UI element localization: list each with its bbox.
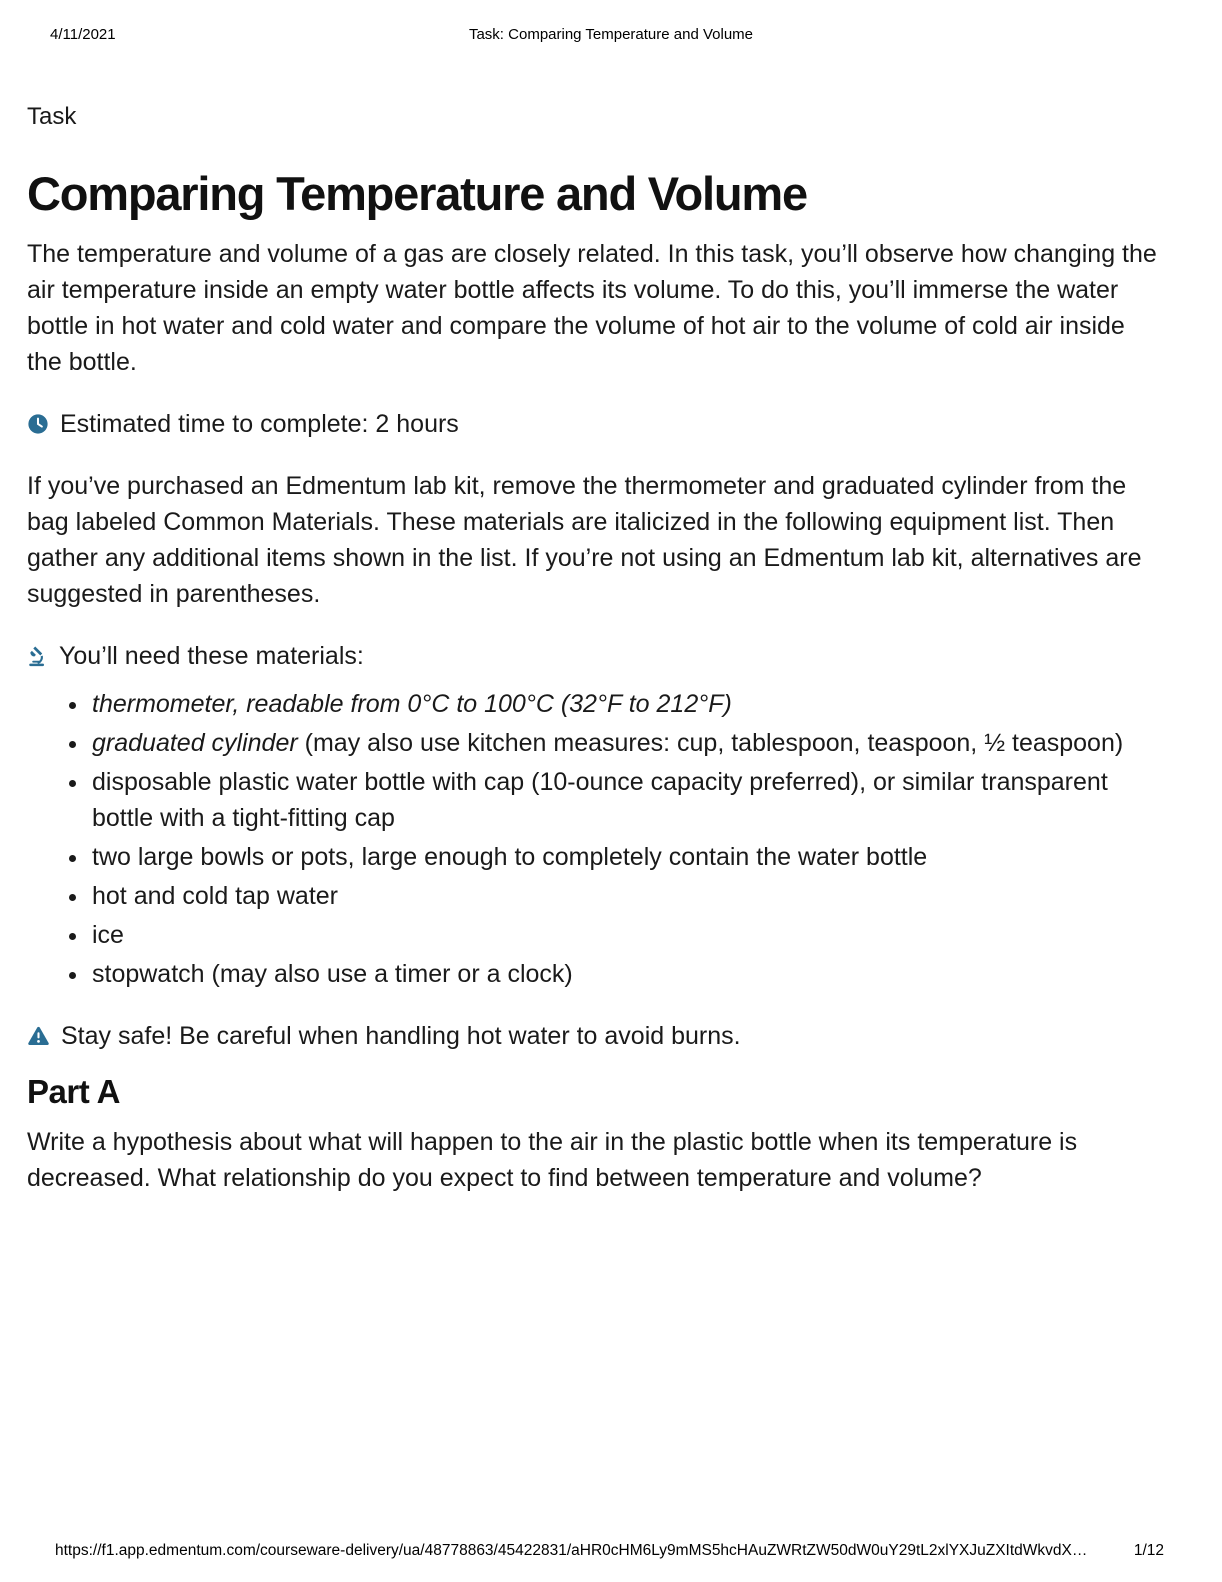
material-item (90, 686, 1165, 722)
document-content (27, 100, 1165, 1220)
material-item (90, 878, 1165, 914)
print-date: 4/11/2021 (50, 26, 116, 43)
material-item-text: two large bowls or pots, large enough to completely contain the water bottle (92, 843, 928, 872)
safety-text: Stay safe! Be careful when handling hot water to avoid burns. (61, 1022, 741, 1051)
warning-icon (27, 1026, 50, 1046)
materials-list (27, 686, 1165, 992)
microscope-icon (27, 645, 48, 668)
print-page-number: 1/12 (1133, 1542, 1164, 1559)
clock-icon (27, 413, 49, 435)
material-item-text: ice (92, 921, 124, 950)
part-a-paragraph: Write a hypothesis about what will happen to the air in the plastic bottle when its temperature is decreased. What relationship do you expect to find between temperature and volume? (27, 1127, 1078, 1192)
print-header (50, 26, 1172, 43)
print-page-title: Task: Comparing Temperature and Volume (468, 26, 754, 43)
material-item-text: stopwatch (may also use a timer or a clock) (92, 960, 573, 989)
material-item (90, 917, 1165, 953)
material-item-italic: graduated cylinder (92, 729, 298, 758)
page-title: Comparing Temperature and Volume (27, 166, 807, 220)
material-item (90, 956, 1165, 992)
material-item-text: hot and cold tap water (92, 882, 338, 911)
safety-line (27, 1018, 1165, 1054)
material-item-text: (may also use kitchen measures: cup, tablespoon, teaspoon, ½ teaspoon) (297, 729, 1124, 758)
task-kicker: Task (27, 103, 77, 130)
material-item-text: disposable plastic water bottle with cap (10-ounce capacity preferred), or similar transparent bottle with a tight-fitting cap (92, 768, 1108, 833)
estimated-time-text: Estimated time to complete: 2 hours (60, 410, 459, 439)
materials-header-line (27, 638, 1165, 674)
material-item-italic: thermometer, readable from 0°C to 100°C (32°F to 212°F) (92, 690, 732, 719)
print-footer (55, 1542, 1164, 1560)
part-a-heading: Part A (27, 1073, 120, 1111)
intro-paragraph: The temperature and volume of a gas are closely related. In this task, you’ll observe how changing the air temperature inside an empty water bottle affects its volume. To do this, you’ll immerse the water bottle in hot water and cold water and compare the volume of hot air to the volume of cold air inside the bottle. (27, 240, 1157, 377)
material-item (90, 764, 1165, 836)
material-item (90, 725, 1165, 761)
kit-paragraph: If you’ve purchased an Edmentum lab kit, remove the thermometer and graduated cylinder from the bag labeled Common Materials. These materials are italicized in the following equipment list. Then gather any additional items shown in the list. If you’re not using an Edmentum lab kit, alternatives are suggested in parentheses. (27, 472, 1142, 609)
print-footer-url: https://f1.app.edmentum.com/courseware-delivery/ua/48778863/45422831/aHR0cHM6Ly9mMS5hcHAuZWRtZW50dW0uY29tL2xlYXJuZXItdWkvdX… (55, 1542, 1088, 1559)
material-item (90, 839, 1165, 875)
materials-header-text: You’ll need these materials: (59, 642, 364, 671)
estimated-time-line (27, 406, 1165, 442)
